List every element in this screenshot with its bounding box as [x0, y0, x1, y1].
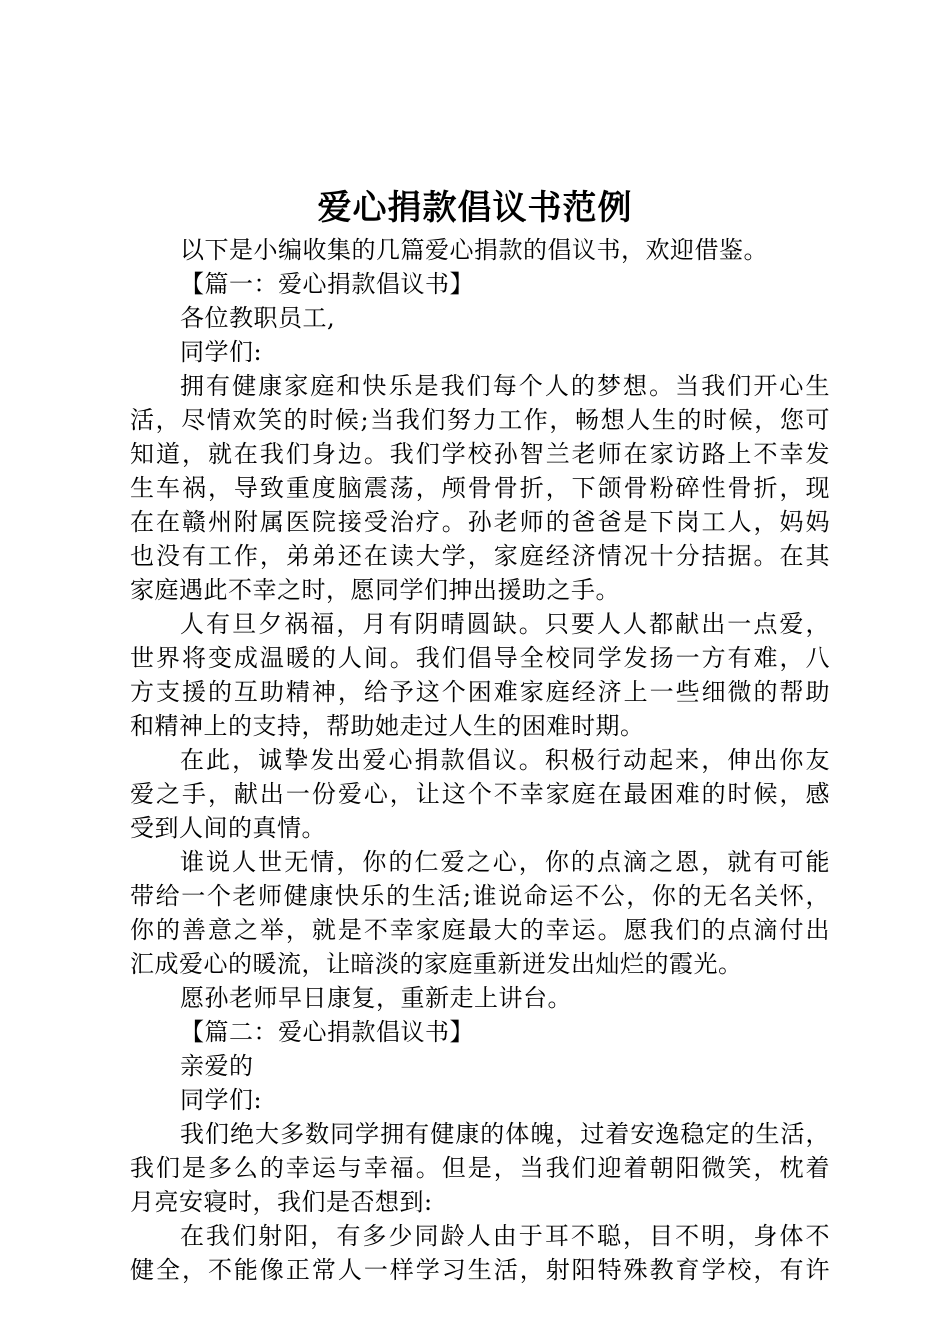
document-title: 爱心捐款倡议书范例 — [317, 188, 633, 228]
text-line: 人有旦夕祸福，月有阴晴圆缺。只要人人都献出一点爱， — [180, 610, 830, 638]
text-line: 你的善意之举，就是不幸家庭最大的幸运。愿我们的点滴付出 — [130, 916, 830, 944]
text-line: 家庭遇此不幸之时，愿同学们抻出援助之手。 — [130, 576, 620, 604]
text-line: 知道，就在我们身边。我们学校孙智兰老师在家访路上不幸发 — [130, 440, 830, 468]
text-line: 在在赣州附属医院接受治疗。孙老师的爸爸是下岗工人，妈妈 — [130, 508, 830, 536]
text-line: 也没有工作，弟弟还在读大学，家庭经济情况十分拮据。在其 — [130, 542, 830, 570]
text-line: 【篇一：爱心捐款倡议书】 — [180, 270, 474, 298]
text-line: 健全，不能像正常人一样学习生活，射阳特殊教育学校，有许 — [130, 1256, 830, 1284]
text-line: 拥有健康家庭和快乐是我们每个人的梦想。当我们开心生 — [180, 372, 830, 400]
text-line: 同学们: — [180, 1086, 263, 1114]
text-line: 在此，诚挚发出爱心捐款倡议。积极行动起来，伸出你友 — [180, 746, 830, 774]
text-line: 生车祸，导致重度脑震荡，颅骨骨折，下颌骨粉碎性骨折，现 — [130, 474, 830, 502]
text-line: 爱之手，献出一份爱心，让这个不幸家庭在最困难的时候，感 — [130, 780, 830, 808]
text-line: 在我们射阳，有多少同龄人由于耳不聪，目不明，身体不 — [180, 1222, 830, 1250]
document-body — [130, 233, 830, 1287]
text-line: 愿孙老师早日康复，重新走上讲台。 — [180, 984, 572, 1012]
text-line: 汇成爱心的暖流，让暗淡的家庭重新迸发出灿烂的霞光。 — [130, 950, 743, 978]
text-line: 世界将变成温暖的人间。我们倡导全校同学发扬一方有难，八 — [130, 644, 830, 672]
text-line: 我们是多么的幸运与幸福。但是，当我们迎着朝阳微笑，枕着 — [130, 1154, 830, 1182]
text-line: 活，尽情欢笑的时候;当我们努力工作，畅想人生的时候，您可 — [130, 406, 830, 434]
text-line: 方支援的互助精神，给予这个困难家庭经济上一些细微的帮助 — [130, 678, 830, 706]
text-line: 带给一个老师健康快乐的生活;谁说命运不公，你的无名关怀， — [130, 882, 830, 910]
text-line: 各位教职员工, — [180, 304, 336, 332]
text-line: 谁说人世无情，你的仁爱之心，你的点滴之恩，就有可能 — [180, 848, 830, 876]
text-line: 亲爱的 — [180, 1052, 254, 1080]
text-line: 我们绝大多数同学拥有健康的体魄，过着安逸稳定的生活， — [180, 1120, 830, 1148]
text-line: 和精神上的支持，帮助她走过人生的困难时期。 — [130, 712, 645, 740]
text-line: 月亮安寝时，我们是否想到: — [130, 1188, 433, 1216]
text-line: 以下是小编收集的几篇爱心捐款的倡议书，欢迎借鉴。 — [180, 236, 768, 264]
text-line: 【篇二：爱心捐款倡议书】 — [180, 1018, 474, 1046]
text-line: 同学们: — [180, 338, 263, 366]
text-line: 受到人间的真情。 — [130, 814, 326, 842]
